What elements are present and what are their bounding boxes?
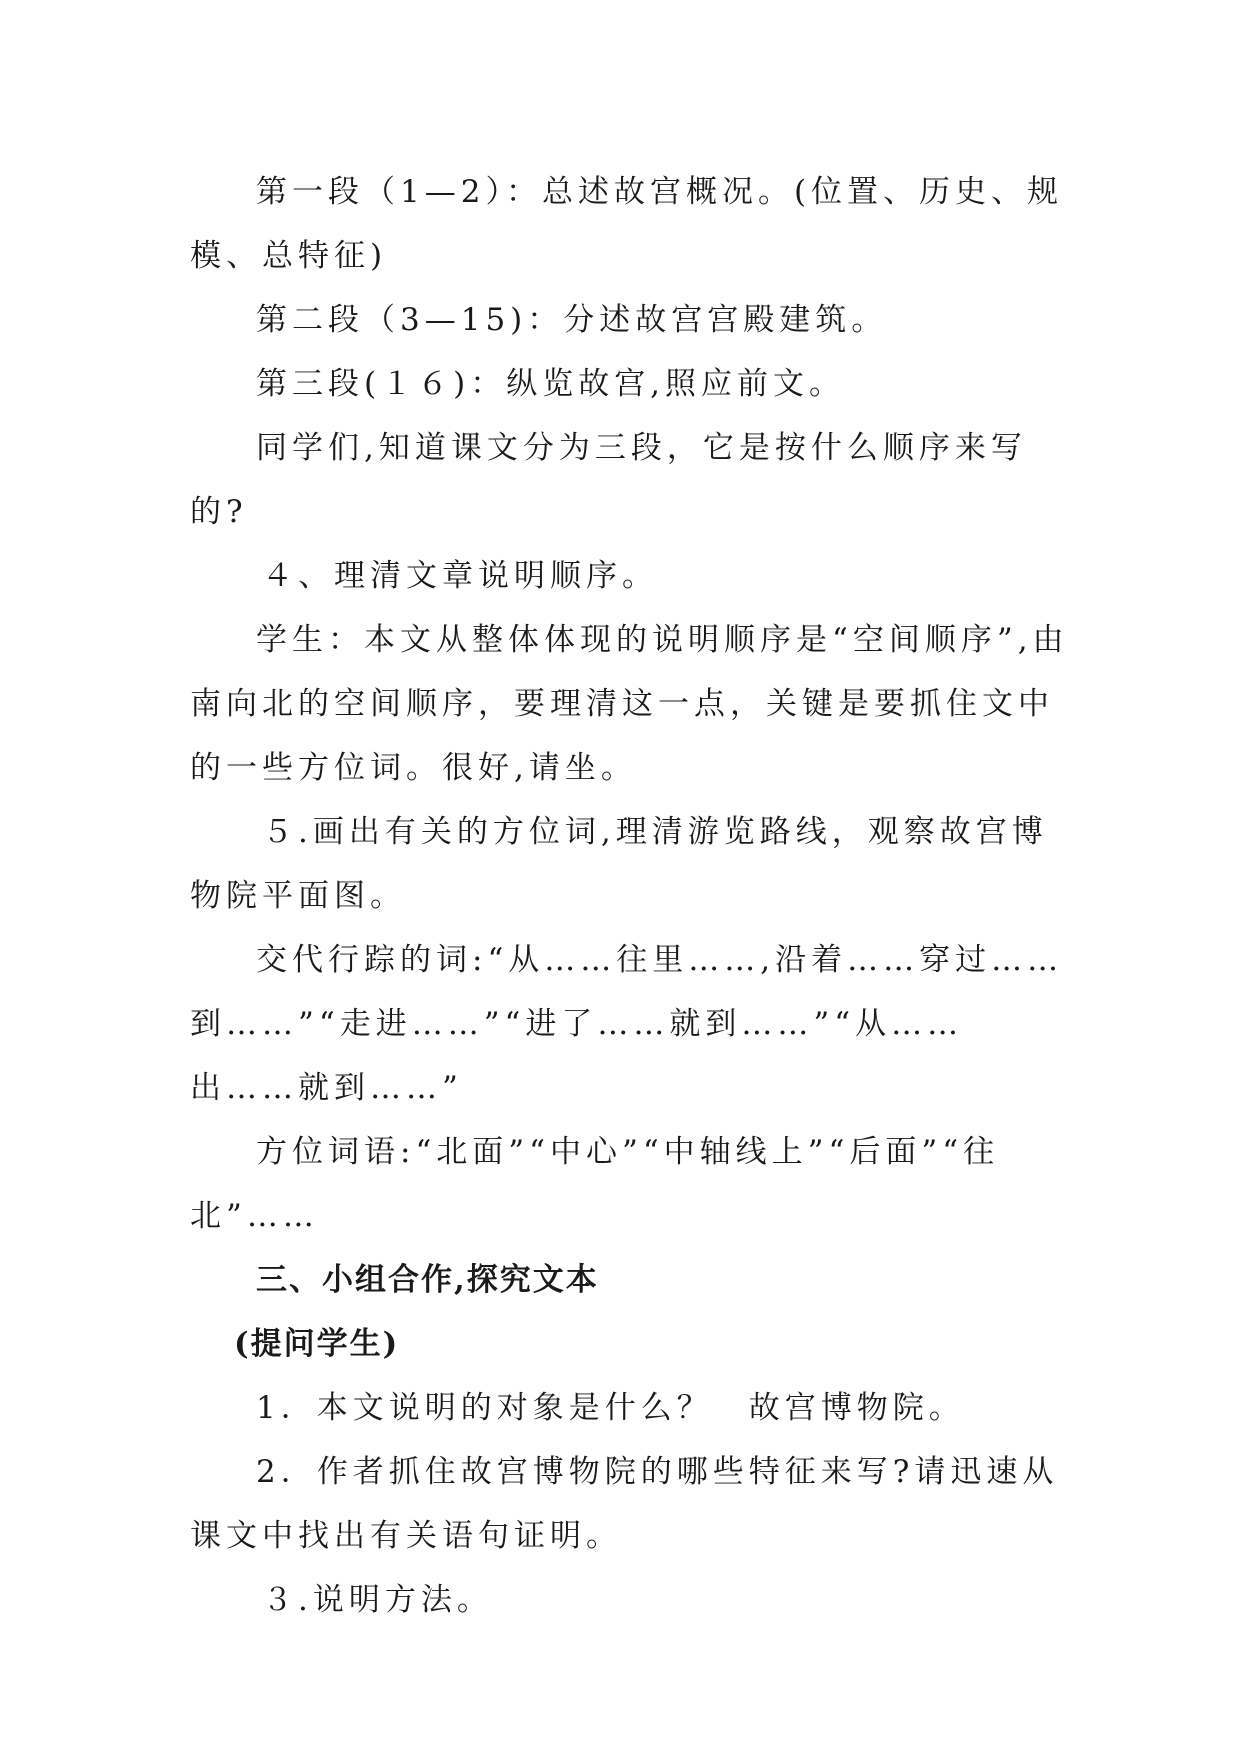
- paragraph-step-four: ４、理清文章说明顺序。: [262, 558, 658, 594]
- paragraph-section-one: 第一段（1—2）：总述故宫概况。(位置、历史、规模、总特征): [190, 174, 1064, 274]
- document-body: [190, 160, 1070, 1632]
- paragraph-section-three: 第三段(１６)：纵览故宫,照应前文。: [256, 366, 846, 402]
- paragraph-student-answer: 学生：本文从整体体现的说明顺序是“空间顺序”,由南向北的空间顺序，要理清这一点，关键是要抓住文中的一些方位词。很好,请坐。: [190, 622, 1069, 786]
- paragraph-direction-words: 方位词语:“北面”“中心”“中轴线上”“后面”“往北”……: [190, 1134, 1000, 1234]
- paragraph-section-two: 第二段（3—15)：分述故宫宫殿建筑。: [256, 302, 888, 338]
- question-two: 2．作者抓住故宫博物院的哪些特征来写?请迅速从课文中找出有关语句证明。: [190, 1454, 1059, 1554]
- question-three: ３.说明方法。: [262, 1582, 493, 1618]
- paragraph-movement-words: 交代行踪的词:“从……往里……,沿着……穿过……到……”“走进……”“进了……就到……”“从……出……就到……”: [190, 942, 1064, 1106]
- paragraph-question-order: 同学们,知道课文分为三段，它是按什么顺序来写的?: [190, 430, 1027, 530]
- section-heading-group-work: 三、小组合作,探究文本: [256, 1262, 599, 1298]
- paragraph-step-five: ５.画出有关的方位词,理清游览路线，观察故宫博物院平面图。: [190, 814, 1048, 914]
- question-one: 1．本文说明的对象是什么？ 故宫博物院。: [256, 1390, 965, 1426]
- sub-heading-ask-students: (提问学生): [234, 1326, 400, 1362]
